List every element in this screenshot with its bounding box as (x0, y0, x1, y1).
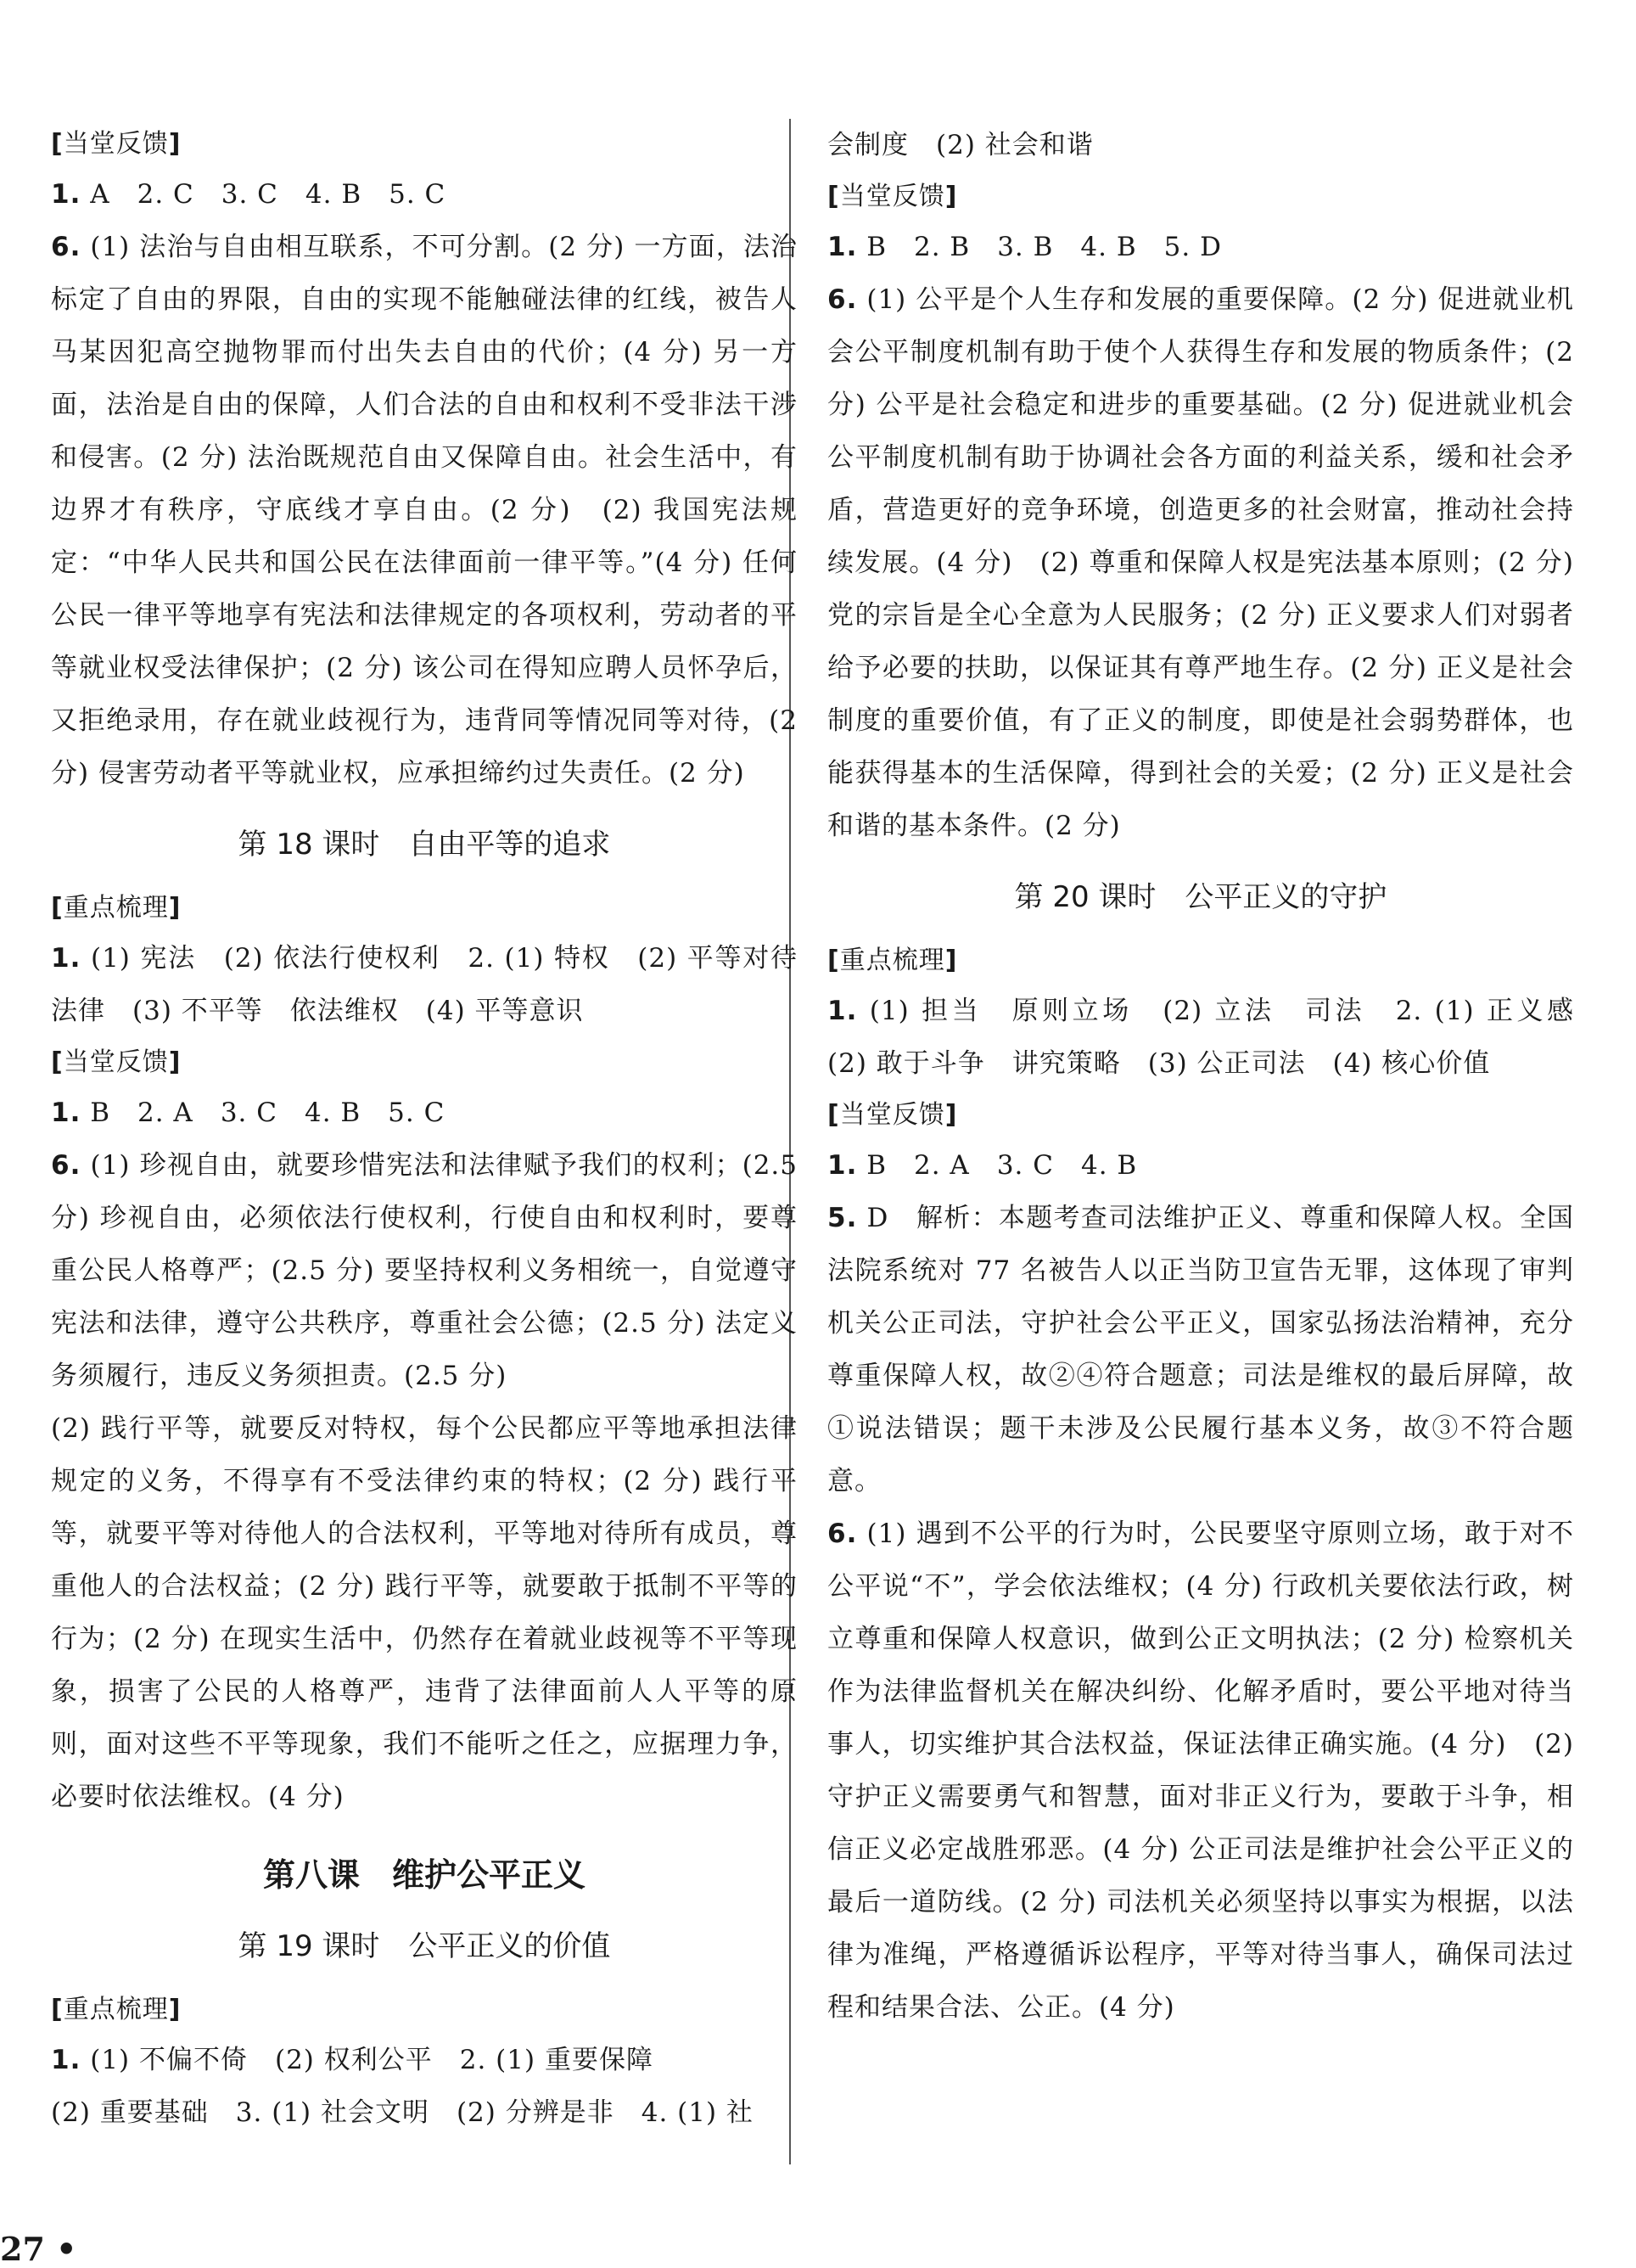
answer-line: 1. B 2. A 3. C 4. B (827, 1150, 1138, 1181)
answer-line: 1. B 2. B 3. B 4. B 5. D (827, 232, 1222, 262)
answer-paragraph: (2) 践行平等，就要反对特权，每个公民都应平等地承担法律规定的义务，不得享有不受法律约束的特权；(2 分) 践行平等，就要平等对待他人的合法权利，平等地对待所有成员，尊重他人的合法权益；(2 分) 践行平等，就要敢于抵制不平等的行为；(2 分) 在现实生活中，仍然存在着就业歧视等不平等现象，损害了公民的人格尊严，违背了法律面前人人平等的原则，面对这些不平等现象，我们不能听之任之，应据理力争，必要时依法维权。(4 分) (51, 1413, 798, 1812)
section-tag: [重点梳理] (51, 893, 182, 923)
answer-line: 1. A 2. C 3. C 4. B 5. C (51, 179, 446, 210)
section-tag: [当堂反馈] (51, 1047, 182, 1077)
left-column (51, 119, 826, 2139)
lesson-heading: 第 20 课时 公平正义的守护 (1014, 880, 1387, 914)
answer-line: 1. B 2. A 3. C 4. B 5. C (51, 1098, 445, 1128)
answer-paragraph: 1. (1) 担当 原则立场 (2) 立法 司法 2. (1) 正义感 (2) 敢于斗争 讲究策略 (3) 公正司法 (4) 核心价值 (827, 996, 1601, 1079)
lesson-heading: 第 19 课时 公平正义的价值 (238, 1929, 611, 1963)
section-tag: [当堂反馈] (51, 129, 182, 159)
answer-paragraph: 6. (1) 珍视自由，就要珍惜宪法和法律赋予我们的权利；(2.5 分) 珍视自由，必须依法行使权利，行使自由和权利时，要尊重公民人格尊严；(2.5 分) 要坚持权利义务相统一，自觉遵守宪法和法律，遵守公共秩序，尊重社会公德；(2.5 分) 法定义务须履行，违反义务须担责。(2.5 分) (51, 1150, 798, 1391)
section-tag: [当堂反馈] (827, 1100, 958, 1130)
chapter-heading: 第八课 维护公平正义 (262, 1856, 585, 1894)
answer-line: 会制度 (2) 社会和谐 (827, 130, 1094, 160)
answer-paragraph: 1. (1) 宪法 (2) 依法行使权利 2. (1) 特权 (2) 平等对待 法律 (3) 不平等 依法维权 (4) 平等意识 (51, 943, 826, 1026)
section-tag: [重点梳理] (827, 946, 958, 975)
page-number: 27 • (0, 2230, 77, 2268)
answer-line: (2) 重要基础 3. (1) 社会文明 (2) 分辨是非 4. (1) 社 (51, 2097, 754, 2128)
answer-line: 1. (1) 不偏不倚 (2) 权利公平 2. (1) 重要保障 (51, 2045, 653, 2075)
section-tag: [重点梳理] (51, 1995, 182, 2024)
answer-paragraph: 6. (1) 遇到不公平的行为时，公民要坚守原则立场，敢于对不公平说“不”，学会依法维权；(4 分) 行政机关要依法行政，树立尊重和保障人权意识，做到公正文明执法；(2 分) 检察机关作为法律监督机关在解决纠纷、化解矛盾时，要公平地对待当事人，切实维护其合法权益，保证法律正确实施。(4 分) (2) 守护正义需要勇气和智慧，面对非正义行为，要敢于斗争，相信正义必定战胜邪恶。(4 分) 公正司法是维护社会公平正义的最后一道防线。(2 分) 司法机关必须坚持以事实为根据，以法律为准绳，严格遵循诉讼程序，平等对待当事人，确保司法过程和结果合法、公正。(4 分) (827, 1519, 1575, 2023)
right-column (827, 119, 1601, 2034)
lesson-heading: 第 18 课时 自由平等的追求 (238, 828, 611, 862)
answer-paragraph: 6. (1) 法治与自由相互联系，不可分割。(2 分) 一方面，法治标定了自由的界限，自由的实现不能触碰法律的红线，被告人马某因犯高空抛物罪而付出失去自由的代价；(4 分) 另一方面，法治是自由的保障，人们合法的自由和权利不受非法干涉和侵害。(2 分) 法治既规范自由又保障自由。社会生活中，有边界才有秩序，守底线才享自由。(2 分) (2) 我国宪法规定：“中华人民共和国公民在法律面前一律平等。”(4 分) 任何公民一律平等地享有宪法和法律规定的各项权利，劳动者的平等就业权受法律保护；(2 分) 该公司在得知应聘人员怀孕后，又拒绝录用，存在就业歧视行为，违背同等情况同等对待，(2 分) 侵害劳动者平等就业权，应承担缔约过失责任。(2 分) (51, 232, 798, 789)
answer-paragraph: 6. (1) 公平是个人生存和发展的重要保障。(2 分) 促进就业机会公平制度机制有助于使个人获得生存和发展的物质条件；(2 分) 公平是社会稳定和进步的重要基础。(2 分) 促进就业机会公平制度机制有助于协调社会各方面的利益关系，缓和社会矛盾，营造更好的竞争环境，创造更多的社会财富，推动社会持续发展。(4 分) (2) 尊重和保障人权是宪法基本原则；(2 分) 党的宗旨是全心全意为人民服务；(2 分) 正义要求人们对弱者给予必要的扶助，以保证其有尊严地生存。(2 分) 正义是社会制度的重要价值，有了正义的制度，即使是社会弱势群体，也能获得基本的生活保障，得到社会的关爱；(2 分) 正义是社会和谐的基本条件。(2 分) (827, 284, 1574, 841)
section-tag: [当堂反馈] (827, 182, 958, 211)
answer-paragraph: 5. D 解析：本题考查司法维护正义、尊重和保障人权。全国法院系统对 77 名被告人以正当防卫宣告无罪，这体现了审判机关公正司法，守护社会公平正义，国家弘扬法治精神，充分尊重保障人权，故②④符合题意；司法是维权的最后屏障，故①说法错误；题干未涉及公民履行基本义务，故③不符合题意。 (827, 1203, 1575, 1496)
